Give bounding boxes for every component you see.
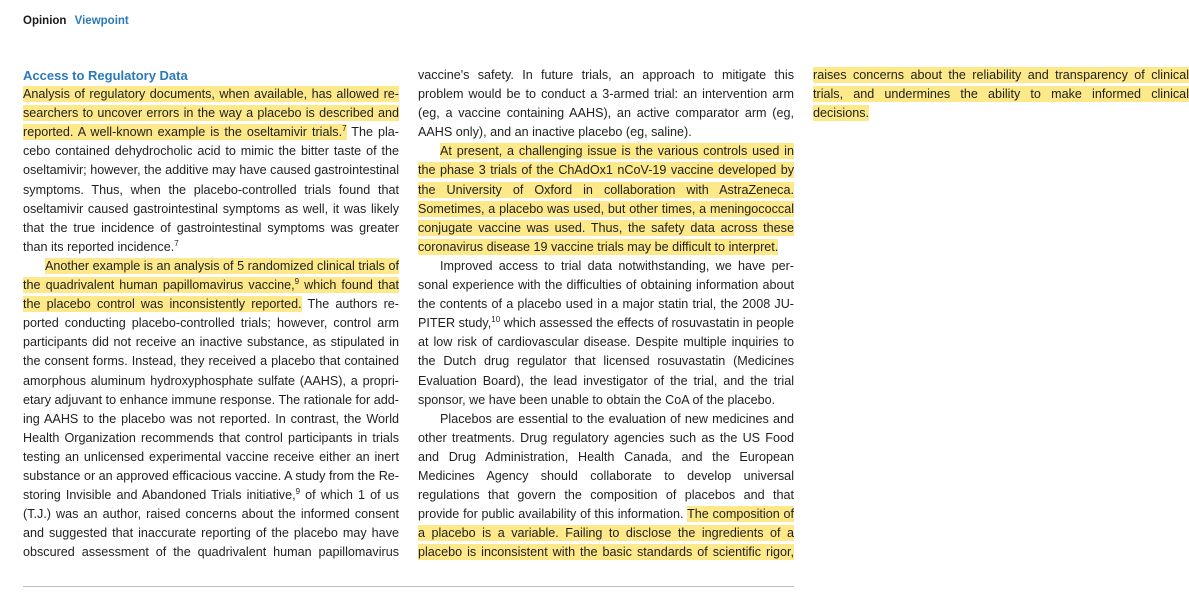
reference-10: 10 <box>491 315 501 325</box>
paragraph-oseltamivir: Analysis of regulatory documents, when available, has allowed researchers to uncover errors in the way a placebo is described and reported. A well-known example is the oseltamivir trials.$^7$ The placebo contained dehydrocholic acid to mimic the bitter taste of the oseltamivir; however, the additive may have caused gastrointestinal symptoms. Thus, when the placebo-controlled trials found that oseltamivir caused gastrointestinal symptoms as well, it was likely that the true incidence of gastrointestinal symptoms was greater than its reported incidence.$^7$ <box>23 87 399 254</box>
reference-7: 7 <box>342 124 347 134</box>
paragraph-jupiter-study: Improved access to trial data notwithstanding, we have personal experience with the difficulties of obtaining information about the contents of a placebo used in a major statin trial, the 2008 JUPITER study,$^{10}$ which assessed the effects of rosuvastatin in people at low risk of cardiovascular disease. Despite multiple inquiries to the Dutch drug regulator that licensed rosuvastatin (Medicines Evaluation Board), the lead investigator of the trial, and the trial sponsor, we have been unable to obtain the CoA of the placebo. <box>418 258 795 407</box>
page-header <box>23 13 129 29</box>
reference-9: 9 <box>295 487 301 497</box>
subsection-label: Viewpoint <box>74 15 129 27</box>
highlighted-text: Another example is an analysis of 5 randomized clinical trials of the quadrivalent human papillomavirus vaccine,$^9$ which found that the placebo control was inconsistently reported. <box>23 258 399 312</box>
paragraph-hpv-vaccine: Another example is an analysis of 5 randomized clinical trials of the quadrivalent human papillomavirus vaccine,$^9$ which found that the placebo control was inconsistently reported. The authors reported conducting placebo-controlled trials; however, control arm participants did not receive an inactive substance, as stipulated in the consent forms. Instead, they received a placebo that contained amorphous aluminum hydroxyphosphate sulfate (AAHS), a proprietary adjuvant to enhance immune response. The rationale for adding AAHS to the placebo was not reported. In contrast, the World Health Organization recommends that control participants in trials testing an unlicensed experimental vaccine receive either an inert substance or an approved efficacious vaccine. A study from the Restoring Invisible and Abandoned Trials initiative,$^9$ of which 1 of us (T.J.) was an author, raised concerns about the informed consent and suggested that inaccurate reporting of the placebo may have obscured assessment of the quadrivalent human papillomavirus vaccine's safety. In future trials, an approach to mitigate this problem would be to conduct a 3-armed trial: an intervention arm (eg, a vaccine containing AAHS), an active comparator arm (eg, AAHS only), and an inactive placebo (eg, saline). <box>23 68 794 560</box>
highlighted-text: Analysis of regulatory documents, when available, has allowed researchers to uncover errors in the way a placebo is described and reported. A well-known example is the oseltamivir trials.$^7$ <box>23 87 399 140</box>
reference-7: 7 <box>174 238 179 248</box>
footer-divider <box>23 586 794 587</box>
section-heading: Access to Regulatory Data <box>23 68 188 83</box>
reference-9: 9 <box>294 277 300 287</box>
highlighted-text: The composition of a placebo is a variable. Failing to disclose the ingredients of a placebo is inconsistent with the basic standards of scientific rigor, raises concerns about the reliability and transparency of clinical trials, and undermines the ability to make informed clinical decisions. <box>418 68 1189 560</box>
paragraph-placebo-regulation: Placebos are essential to the evaluation of new medicines and other treatments. Drug regulatory agencies such as the US Food and Drug Administration, Health Canada, and the European Medicines Agency should collaborate to develop universal regulations that govern the composition of placebos and that provide for public availability of this information. The composition of a placebo is a variable. Failing to disclose the ingredients of a placebo is inconsistent with the basic standards of scientific rigor, raises concerns about the reliability and transparency of clinical trials, and undermines the ability to make informed clinical decisions. <box>418 68 1189 560</box>
article-body <box>23 66 1189 578</box>
section-label: Opinion <box>23 15 67 27</box>
highlighted-text: At present, a challenging issue is the various controls used in the phase 3 trials of the ChAdOx1 nCoV-19 vaccine developed by the University of Oxford in collaboration with AstraZeneca. Sometimes, a placebo was used, but other times, a meningococcal conjugate vaccine was used. Thus, the safety data across these coronavirus disease 19 vaccine trials may be difficult to interpret. <box>418 144 794 254</box>
paragraph-chadox1-vaccine <box>418 142 794 257</box>
